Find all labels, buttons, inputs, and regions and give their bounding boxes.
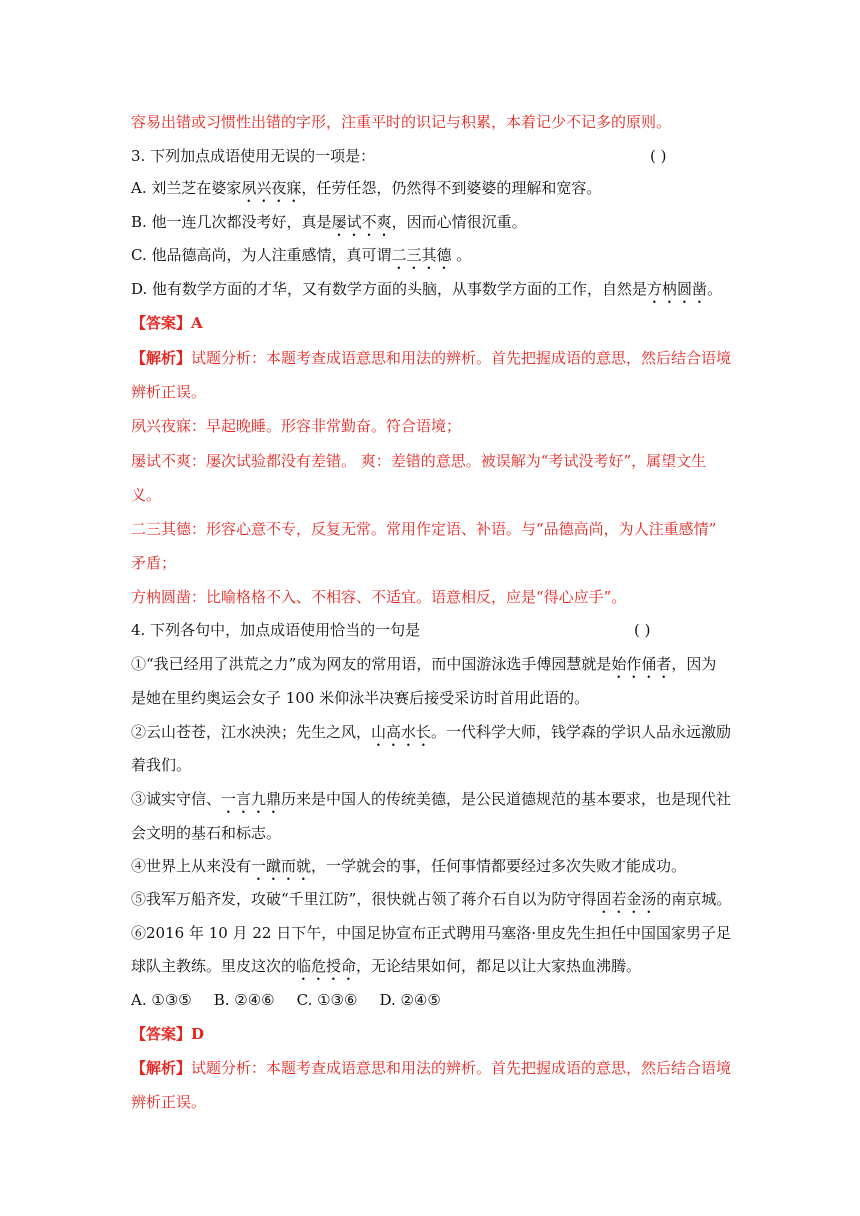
q4-sentence-3-idiom: 一言九鼎 <box>221 790 282 808</box>
q3-option-c: C. 他品德高尚，为人注重感情，真可谓二三其德 。 <box>131 246 472 264</box>
q4-sentence-3: ③诚实守信、一言九鼎历来是中国人的传统美德，是公民道德规范的基本要求，也是现代社 <box>131 790 732 808</box>
q3-option-b: B. 他一连几次都没考好，真是屡试不爽，因而心情很沉重。 <box>131 213 527 231</box>
q3-note-4: 方枘圆凿：比喻格格不入、不相容、不适宜。语意相反，应是“得心应手”。 <box>131 588 627 606</box>
q3-option-a-idiom: 夙兴夜寐 <box>241 179 302 197</box>
q3-note-1: 夙兴夜寐：早起晚睡。形容非常勤奋。符合语境； <box>131 417 462 435</box>
q3-answer: 【答案】A <box>131 314 203 332</box>
q3-analysis: 【解析】试题分析：本题考查成语意思和用法的辨析。首先把握成语的意思，然后结合语境 <box>131 349 732 367</box>
intro-analysis-line: 容易出错或习惯性出错的字形，注重平时的识记与积累，本着记少不记多的原则。 <box>131 113 672 131</box>
q3-answer-blank: ( ) <box>650 147 667 165</box>
q4-sentence-4-idiom: 一蹴而就 <box>251 857 312 875</box>
q3-note-2: 屡试不爽：屡次试验都没有差错。 爽：差错的意思。被误解为“考试没考好”，属望文生 <box>131 452 707 470</box>
q3-analysis-cont: 辨析正误。 <box>131 383 207 401</box>
q4-answer-blank: ( ) <box>634 621 651 639</box>
q4-analysis: 【解析】试题分析：本题考查成语意思和用法的辨析。首先把握成语的意思，然后结合语境 <box>131 1059 732 1077</box>
q4-option-a: A. ①③⑤ <box>131 991 192 1009</box>
q4-sentence-5: ⑤我军万船齐发，攻破“千里江防”，很快就占领了蒋介石自以为防守得固若金汤的南京城。 <box>131 890 732 908</box>
q4-sentence-6-idiom: 临危授命 <box>296 957 357 975</box>
q3-option-a: A. 刘兰芝在婆家夙兴夜寐，任劳任怨，仍然得不到婆婆的理解和宽容。 <box>131 179 602 197</box>
q3-note-3: 二三其德：形容心意不专，反复无常。常用作定语、补语。与“品德高尚，为人注重感情” <box>131 520 717 538</box>
q4-analysis-cont: 辨析正误。 <box>131 1093 207 1111</box>
q4-option-b: B. ②④⑥ <box>213 991 275 1009</box>
q4-sentence-5-idiom: 固若金汤 <box>596 890 657 908</box>
q3-option-d: D. 他有数学方面的才华，又有数学方面的头脑，从事数学方面的工作，自然是方枘圆凿。 <box>131 280 723 298</box>
q4-stem: 4. 下列各句中，加点成语使用恰当的一句是 <box>131 621 421 639</box>
q4-sentence-1: ①“我已经用了洪荒之力”成为网友的常用语，而中国游泳选手傅园慧就是始作俑者，因为 <box>131 655 717 673</box>
q4-answer: 【答案】D <box>131 1025 205 1043</box>
q4-sentence-3-cont: 会文明的基石和标志。 <box>131 824 282 842</box>
q4-sentence-1-cont: 是她在里约奥运会女子 100 米仰泳半决赛后接受采访时首用此语的。 <box>131 689 590 707</box>
q4-sentence-6-cont: 球队主教练。里皮这次的临危授命，无论结果如何，都足以让大家热血沸腾。 <box>131 957 642 975</box>
q4-sentence-2-idiom: 山高水长 <box>371 723 432 741</box>
q4-sentence-1-idiom: 始作俑者 <box>611 655 672 673</box>
q4-options <box>131 990 441 1010</box>
q4-sentence-2: ②云山苍苍，江水泱泱；先生之风，山高水长。一代科学大师，钱学森的学识人品永远激励 <box>131 723 732 741</box>
q3-option-c-idiom: 二三其德 <box>391 246 452 264</box>
q3-note-3-cont: 矛盾； <box>131 554 177 572</box>
q3-note-2-cont: 义。 <box>131 486 162 504</box>
q4-sentence-2-cont: 着我们。 <box>131 756 192 774</box>
q3-option-d-idiom: 方枘圆凿 <box>647 280 708 298</box>
q3-option-b-idiom: 屡试不爽 <box>331 213 392 231</box>
q4-option-c: C. ①③⑥ <box>296 991 358 1009</box>
q4-sentence-6: ⑥2016 年 10 月 22 日下午，中国足协宣布正式聘用马塞洛·里皮先生担任中国国家男子足 <box>131 924 731 942</box>
q3-stem: 3. 下列加点成语使用无误的一项是： <box>131 147 376 165</box>
q4-sentence-4: ④世界上从来没有一蹴而就，一学就会的事，任何事情都要经过多次失败才能成功。 <box>131 857 687 875</box>
q4-option-d: D. ②④⑤ <box>379 991 441 1009</box>
